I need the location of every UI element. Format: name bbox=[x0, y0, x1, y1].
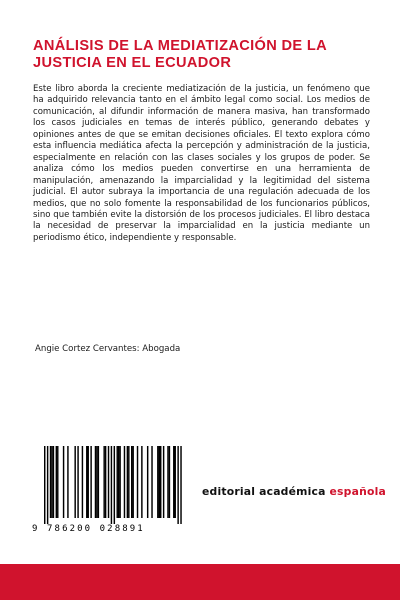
publisher-name-accent: española bbox=[329, 485, 386, 498]
barcode-bar bbox=[175, 446, 176, 518]
barcode-bar bbox=[118, 446, 119, 518]
barcode-bar bbox=[117, 446, 118, 518]
barcode-bar bbox=[132, 446, 133, 518]
barcode-bar bbox=[114, 446, 115, 524]
barcode-bar bbox=[169, 446, 170, 518]
book-abstract: Este libro aborda la creciente mediatización de la justicia, un fenómeno que ha adquirido relevancia tanto en el ámbito legal como social. Los medios de comunicación, al difundir información de manera masiva, han transformado los casos judiciales en temas de interés público, generando debates y opiniones antes de que se emitan decisiones oficiales. El texto explora cómo esta influencia mediática afecta la percepción y administración de la justicia, especialmente en relación con las clases sociales y los grupos de poder. Se analiza cómo los medios pueden convertirse en una herramienta de manipulación, amenazando la imparcialidad y la legitimidad del sistema judicial. El autor subraya la importancia de una regulación adecuada de los medios, que no solo fomente la responsabilidad de los funcionarios públicos, sino que también evite la distorsión de los procesos judiciales. El libro destaca la necesidad de preservar la imparcialidad en la justicia mediante un periodismo ético, independiente y responsable. bbox=[33, 84, 370, 243]
isbn-barcode bbox=[32, 446, 188, 536]
barcode-bar bbox=[167, 446, 168, 518]
barcode-bar bbox=[131, 446, 132, 518]
barcode-bar bbox=[151, 446, 152, 518]
barcode-bar bbox=[157, 446, 158, 518]
barcode-bar bbox=[44, 446, 45, 524]
barcode-bar bbox=[105, 446, 106, 518]
barcode-bar bbox=[88, 446, 89, 518]
barcode-bar bbox=[177, 446, 178, 524]
book-title-line-1: ANÁLISIS DE LA MEDIATIZACIÓN DE LA bbox=[33, 38, 328, 54]
barcode-bar bbox=[98, 446, 99, 518]
barcode-bar bbox=[51, 446, 52, 518]
barcode-bar bbox=[111, 446, 112, 524]
barcode-bar bbox=[173, 446, 174, 518]
barcode-bar bbox=[124, 446, 125, 518]
barcode-bar bbox=[50, 446, 51, 518]
barcode-bar bbox=[53, 446, 54, 518]
barcode-bars bbox=[32, 446, 188, 524]
barcode-bar bbox=[108, 446, 109, 518]
barcode-bar bbox=[128, 446, 129, 518]
barcode-bar bbox=[57, 446, 58, 518]
barcode-bar bbox=[96, 446, 97, 518]
barcode-bar bbox=[63, 446, 64, 518]
barcode-bar bbox=[141, 446, 142, 518]
barcode-bar bbox=[180, 446, 181, 524]
barcode-bar bbox=[90, 446, 91, 518]
barcode-bar bbox=[137, 446, 138, 518]
barcode-bar bbox=[147, 446, 148, 518]
publisher-logo bbox=[202, 485, 386, 498]
isbn-digits: 9 786200 028891 bbox=[32, 524, 145, 534]
author-credit: Angie Cortez Cervantes: Abogada bbox=[35, 344, 181, 354]
bottom-color-band bbox=[0, 564, 400, 600]
barcode-bar bbox=[159, 446, 160, 518]
barcode-bar bbox=[74, 446, 75, 518]
barcode-bar bbox=[67, 446, 68, 518]
publisher-name: editorial académica bbox=[202, 485, 330, 498]
book-title-line-2: JUSTICIA EN EL ECUADOR bbox=[33, 55, 232, 71]
barcode-bar bbox=[95, 446, 96, 518]
barcode-bar bbox=[119, 446, 120, 518]
barcode-bar bbox=[163, 446, 164, 518]
barcode-bar bbox=[77, 446, 78, 518]
barcode-bar bbox=[47, 446, 48, 524]
barcode-bar bbox=[86, 446, 87, 518]
barcode-bar bbox=[127, 446, 128, 518]
book-title bbox=[33, 38, 378, 72]
barcode-bar bbox=[160, 446, 161, 518]
barcode-bar bbox=[103, 446, 104, 518]
barcode-bar bbox=[82, 446, 83, 518]
barcode-bar bbox=[56, 446, 57, 518]
